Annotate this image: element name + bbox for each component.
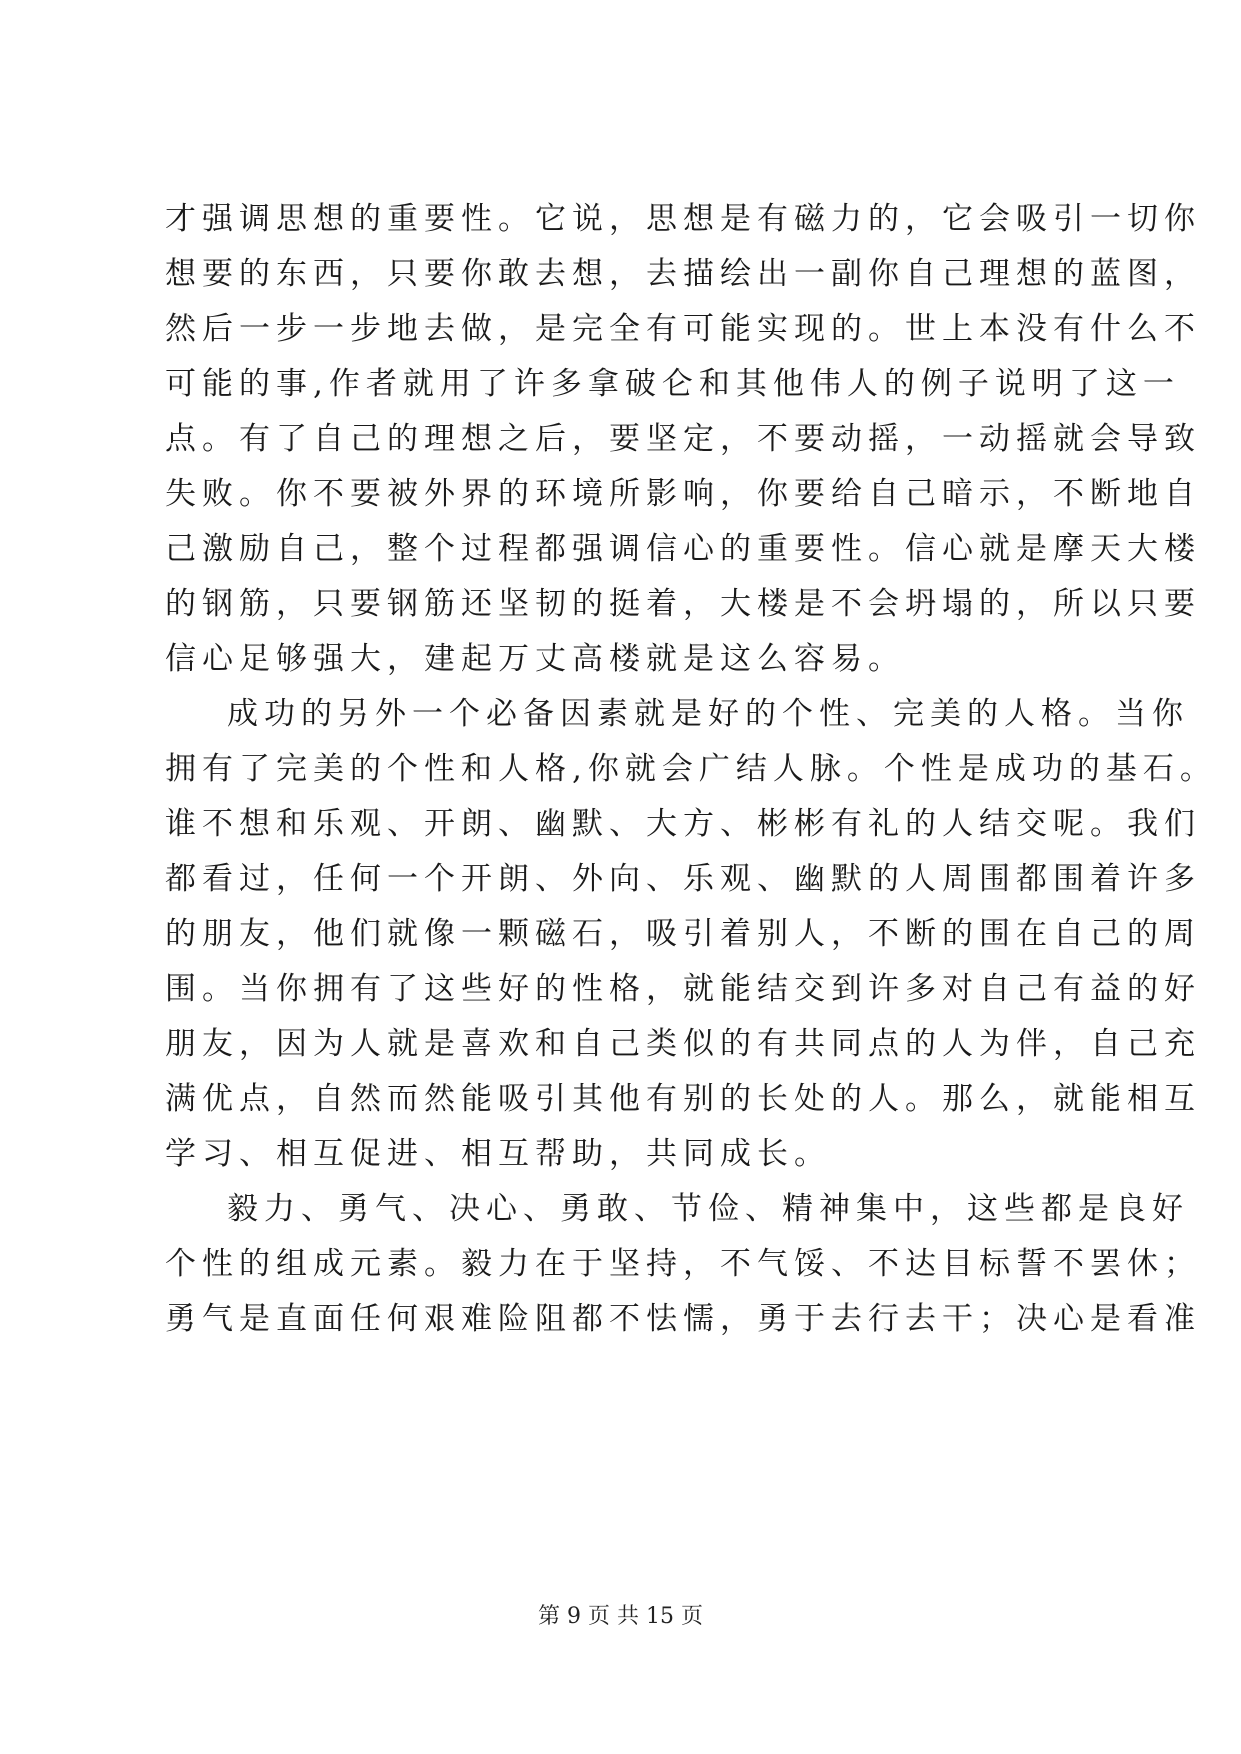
page-number-footer: 第 9 页 共 15 页 — [538, 1604, 703, 1629]
paragraph-1-line-2: 想要的东西，只要你敢去想，去描绘出一副你自己理想的蓝图， — [165, 256, 1201, 292]
paragraph-2-line-2: 拥有了完美的个性和人格,你就会广结人脉。个性是成功的基石。 — [165, 751, 1217, 787]
paragraph-2-line-1: 成功的另外一个必备因素就是好的个性、完美的人格。当你 — [227, 696, 1189, 732]
paragraph-1-line-9: 信心足够强大，建起万丈高楼就是这么容易。 — [165, 641, 905, 677]
paragraph-2-line-6: 围。当你拥有了这些好的性格，就能结交到许多对自己有益的好 — [165, 971, 1201, 1007]
paragraph-1-line-3: 然后一步一步地去做，是完全有可能实现的。世上本没有什么不 — [165, 311, 1201, 347]
paragraph-3-line-2: 个性的组成元素。毅力在于坚持，不气馁、不达目标誓不罢休； — [165, 1246, 1201, 1282]
paragraph-2-line-8: 满优点，自然而然能吸引其他有别的长处的人。那么，就能相互 — [165, 1081, 1201, 1117]
paragraph-3-line-3: 勇气是直面任何艰难险阻都不怯懦，勇于去行去干；决心是看准 — [165, 1301, 1201, 1337]
paragraph-1-line-5: 点。有了自己的理想之后，要坚定，不要动摇，一动摇就会导致 — [165, 421, 1201, 457]
paragraph-2-line-3: 谁不想和乐观、开朗、幽默、大方、彬彬有礼的人结交呢。我们 — [165, 806, 1201, 842]
paragraph-1-line-6: 失败。你不要被外界的环境所影响，你要给自己暗示，不断地自 — [165, 476, 1201, 512]
paragraph-2-line-4: 都看过，任何一个开朗、外向、乐观、幽默的人周围都围着许多 — [165, 861, 1201, 897]
paragraph-1-line-1: 才强调思想的重要性。它说，思想是有磁力的，它会吸引一切你 — [165, 201, 1201, 237]
paragraph-2-line-7: 朋友，因为人就是喜欢和自己类似的有共同点的人为伴，自己充 — [165, 1026, 1201, 1062]
paragraph-1-line-8: 的钢筋，只要钢筋还坚韧的挺着，大楼是不会坍塌的，所以只要 — [165, 586, 1201, 622]
paragraph-1-line-4: 可能的事,作者就用了许多拿破仑和其他伟人的例子说明了这一 — [165, 366, 1180, 402]
paragraph-1-line-7: 己激励自己，整个过程都强调信心的重要性。信心就是摩天大楼 — [165, 531, 1201, 567]
paragraph-2-line-9: 学习、相互促进、相互帮助，共同成长。 — [165, 1136, 831, 1172]
paragraph-3-line-1: 毅力、勇气、决心、勇敢、节俭、精神集中，这些都是良好 — [227, 1191, 1189, 1227]
paragraph-2-line-5: 的朋友，他们就像一颗磁石，吸引着别人，不断的围在自己的周 — [165, 916, 1201, 952]
